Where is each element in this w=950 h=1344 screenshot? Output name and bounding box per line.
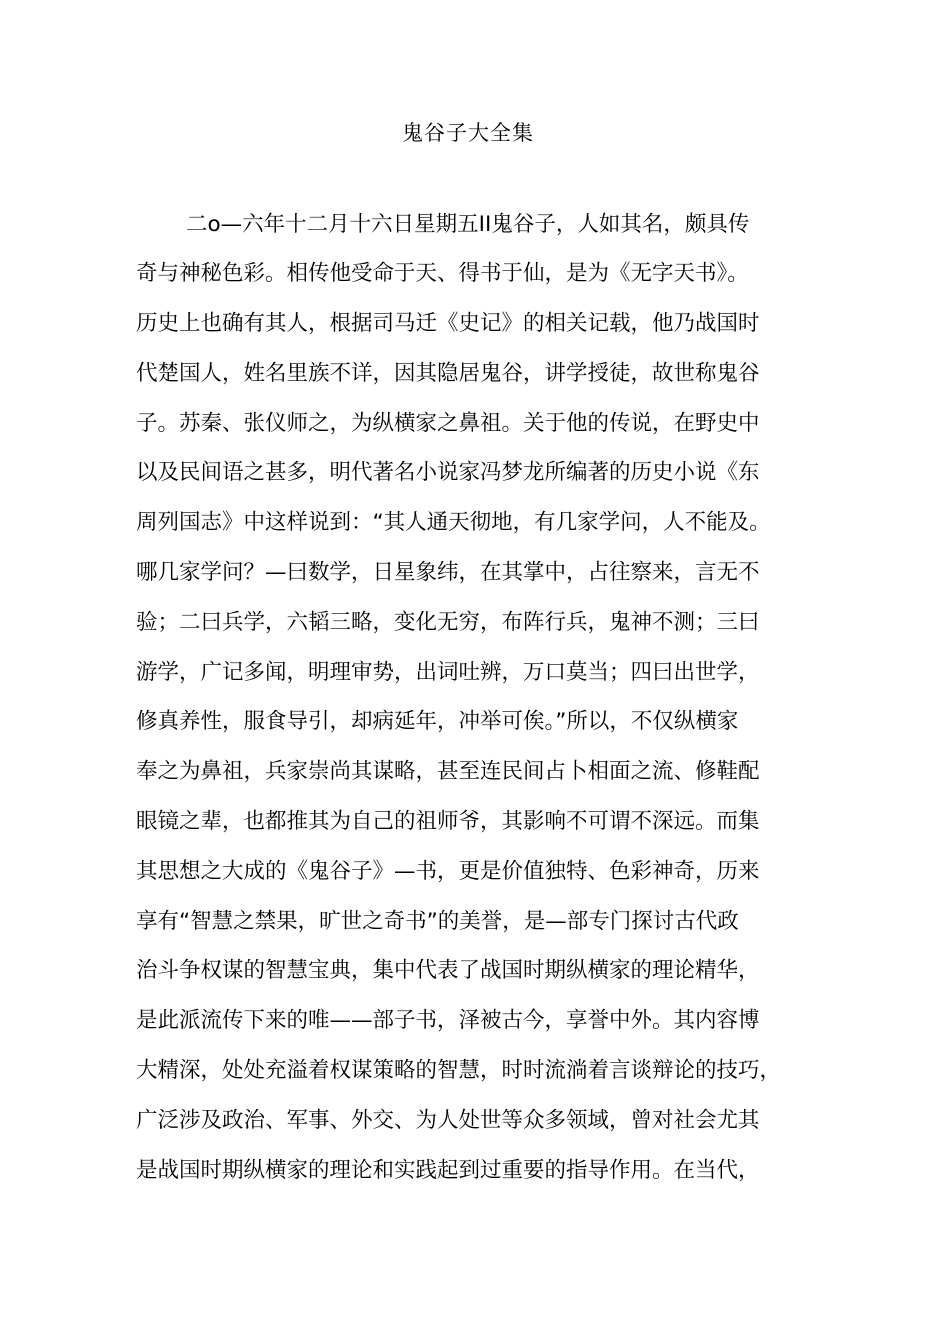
paragraph-line: 治斗争权谋的智慧宝典，集中代表了战国时期纵横家的理论精华， [136,958,760,983]
paragraph-line: 修真养性，服食导引，却病延年，冲举可俟。”所以，不仅纵横家 [136,709,739,734]
paragraph-line: 享有“智慧之禁果，旷世之奇书”的美誉，是—部专门探讨古代政 [136,909,739,934]
paragraph-line: 历史上也确有其人，根据司马迁《史记》的相关记载，他乃战国时 [136,311,760,336]
paragraph-line: 以及民间语之甚多，明代著名小说家冯梦龙所编著的历史小说《东 [136,460,760,485]
paragraph-line: 其思想之大成的《鬼谷子》—书，更是价值独特、色彩神奇，历来 [136,859,760,884]
paragraph-line: 眼镜之辈，也都推其为自己的祖师爷，其影响不可谓不深远。而集 [136,809,760,834]
paragraph-line: 哪几家学问？—曰数学，日星象纬，在其掌中，占往察来，言无不 [136,560,760,585]
paragraph-line: 是此派流传下来的唯——部子书，泽被古今，享誉中外。其内容博 [136,1008,760,1033]
document-title: 鬼谷子大全集 [402,121,534,145]
paragraph-line: 验；二曰兵学，六韬三略，变化无穷，布阵行兵，鬼神不测；三曰 [136,610,760,635]
paragraph-line: 奉之为鼻祖，兵家崇尚其谋略，甚至连民间占卜相面之流、修鞋配 [136,759,760,784]
paragraph-line: 大精深，处处充溢着权谋策略的智慧，时时流淌着言谈辩论的技巧， [136,1058,782,1083]
paragraph-line: 周列国志》中这样说到：“其人通天彻地，有几家学问，人不能及。 [136,510,771,535]
paragraph-line: 是战国时期纵横家的理论和实践起到过重要的指导作用。在当代， [136,1158,760,1183]
paragraph-line: 广泛涉及政治、军事、外交、为人处世等众多领域，曾对社会尤其 [136,1108,760,1133]
paragraph-line: 子。苏秦、张仪师之，为纵横家之鼻祖。关于他的传说，在野史中 [136,411,760,436]
paragraph-line: 代楚国人，姓名里族不详，因其隐居鬼谷，讲学授徒，故世称鬼谷 [136,361,760,386]
paragraph-line: 游学，广记多闻，明理审势，出词吐辨，万口莫当；四曰出世学， [136,660,760,685]
paragraph-line: 二o—六年十二月十六日星期五II鬼谷子，人如其名，颇具传 [186,212,750,237]
paragraph-line: 奇与神秘色彩。相传他受命于天、得书于仙，是为《无字天书》。 [136,261,749,286]
